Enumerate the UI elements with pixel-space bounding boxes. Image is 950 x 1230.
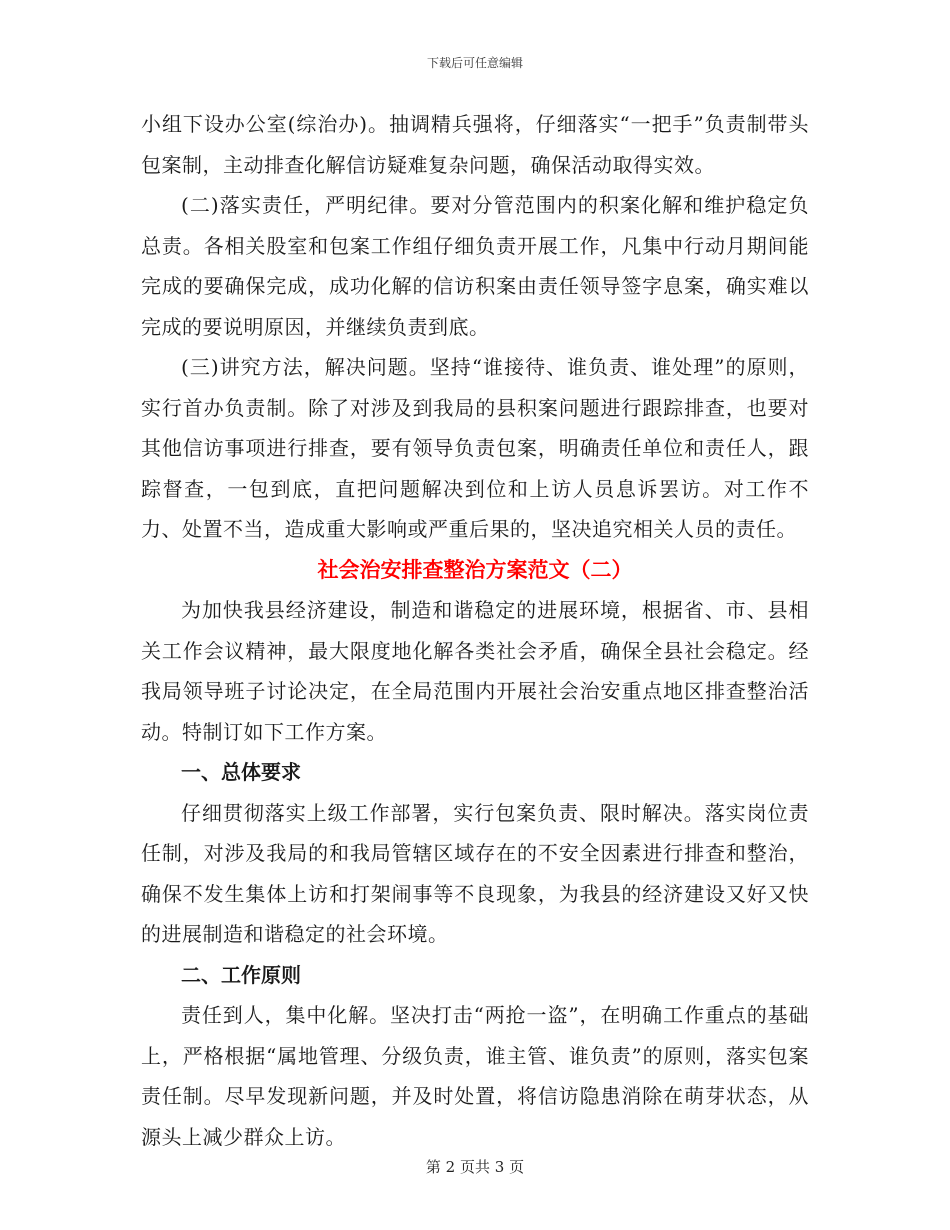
section-heading-general-requirements: 一、总体要求: [181, 760, 301, 784]
document-body: [141, 104, 809, 1157]
paragraph-work-principles: 责任到人，集中化解。坚决打击“两抢一盗”，在明确工作重点的基础上，严格根据“属地管理、分级负责，谁主管、谁负责”的原则，落实包案责任制。尽早发现新问题，并及时处置，将信访隐患消除在萌芽状态，从源头上减少群众上访。: [141, 1003, 809, 1149]
paragraph-responsibility: (二)落实责任，严明纪律。要对分管范围内的积案化解和维护稳定负总责。各相关股室和包案工作组仔细负责开展工作，凡集中行动月期间能完成的要确保完成，成功化解的信访积案由责任领导签字息案，确实难以完成的要说明原因，并继续负责到底。: [141, 193, 809, 339]
paragraph-general-requirements: 仔细贯彻落实上级工作部署，实行包案负责、限时解决。落实岗位责任制，对涉及我局的和我局管辖区域存在的不安全因素进行排查和整治，确保不发生集体上访和打架闹事等不良现象，为我县的经济建设又好又快的进展制造和谐稳定的社会环境。: [141, 800, 809, 946]
paragraph-intro: 为加快我县经济建设，制造和谐稳定的进展环境，根据省、市、县相关工作会议精神，最大限度地化解各类社会矛盾，确保全县社会稳定。经我局领导班子讨论决定，在全局范围内开展社会治安重点地区排查整治活动。特制订如下工作方案。: [141, 598, 809, 744]
page-header: 下载后可任意编辑: [426, 56, 523, 70]
paragraph-org-office: 小组下设办公室(综治办)。抽调精兵强将，仔细落实“一把手”负责制带头包案制，主动排查化解信访疑难复杂问题，确保活动取得实效。: [141, 112, 809, 177]
section-heading-work-principles: 二、工作原则: [181, 962, 301, 987]
document-title: 社会治安排查整治方案范文（二）: [317, 557, 633, 582]
paragraph-methods: (三)讲究方法，解决问题。坚持“谁接待、谁负责、谁处理”的原则，实行首办负责制。除了对涉及到我局的县积案问题进行跟踪排查，也要对其他信访事项进行排查，要有领导负责包案，明确责任单位和责任人，跟踪督查，一包到底，直把问题解决到位和上访人员息诉罢访。对工作不力、处置不当，造成重大影响或严重后果的，坚决追究相关人员的责任。: [141, 355, 809, 541]
page-footer: 第 2 页共 3 页: [425, 1158, 525, 1176]
